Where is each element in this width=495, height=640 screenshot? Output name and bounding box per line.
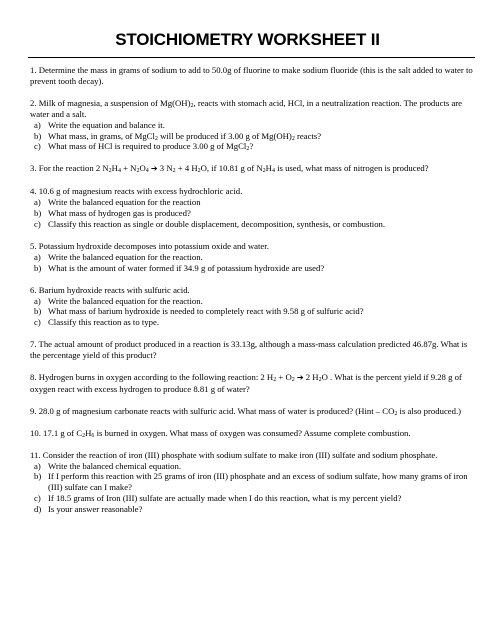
question-2b-text: What mass, in grams, of MgCl$_2$ will be produced if 3.00 g of $Mg(OH)_2$ reacts? xyxy=(48,130,322,142)
question-4-text: 4. 10.6 g of magnesium reacts with excess hydrochloric acid. xyxy=(30,186,243,197)
question-11-text: 11. Consider the reaction of iron (III) phosphate with sodium sulfate to make iron (III) sulfate and sodium phosphate. xyxy=(30,449,438,460)
question-2c-text: What mass of HCl is required to produce 3.00 g of MgCl$_2$? xyxy=(48,141,254,153)
question-11b: b) If I perform this reaction with 25 grams of iron (III) phosphate and an excess of sodium sulfate, how many grams of iron (III) sulfate can I make? xyxy=(34,471,468,493)
question-8 xyxy=(30,372,476,395)
page-title: STOICHIOMETRY WORKSHEET II xyxy=(115,30,380,49)
question-4b-text: What mass of hydrogen gas is produced? xyxy=(48,208,191,219)
question-11a: a) Write the balanced chemical equation. xyxy=(34,460,182,471)
question-6-text: 6. Barium hydroxide reacts with sulfuric acid. xyxy=(30,284,190,295)
question-5b: b) What is the amount of water formed if 34.9 g of potassium hydroxide are used? xyxy=(34,262,325,273)
question-2 xyxy=(30,98,476,153)
question-4a-text: Write the balanced equation for the reaction xyxy=(48,197,201,208)
question-2b: b) What mass, in grams, of MgCl$_2$ will be produced if 3.00 g of $Mg(OH)_2$ reacts? xyxy=(34,130,322,142)
question-9 xyxy=(30,406,476,417)
question-4b: b) What mass of hydrogen gas is produced? xyxy=(34,208,191,219)
question-5a: a) Write the balanced equation for the reaction. xyxy=(34,251,203,262)
question-11d: d) Is your answer reasonable? xyxy=(34,504,143,515)
question-5a-text: Write the balanced equation for the reaction. xyxy=(48,251,203,262)
question-10-text: 10. 17.1 g of $C_2H_6$ is burned in oxygen. What mass of oxygen was consumed? Assume complete combustion. xyxy=(30,427,411,439)
question-6a: a) Write the balanced equation for the reaction. xyxy=(34,295,203,306)
question-7-text: 7. The actual amount of product produced in a reaction is 33.13g, although a mass-mass calculation predicted 46.87g. What is the percentage yield of this product? xyxy=(30,339,468,361)
question-11a-text: Write the balanced chemical equation. xyxy=(48,460,182,471)
question-list xyxy=(30,65,476,526)
question-4 xyxy=(30,186,476,230)
question-7 xyxy=(30,339,476,361)
question-2-text: 2. Milk of magnesia, a suspension of $Mg(OH)_2$, reacts with stomach acid, HCl, in a neutralization reaction. The products are water and a salt. xyxy=(30,97,463,119)
question-11b-text: If I perform this reaction with 25 grams of iron (III) phosphate and an excess of sodium sulfate, how many grams of iron (III) sulfate can I make? xyxy=(48,471,468,493)
question-4c-text: Classify this reaction as single or double displacement, decomposition, synthesis, or combustion. xyxy=(48,218,386,229)
question-5 xyxy=(30,241,476,274)
question-1-text: 1. Determine the mass in grams of sodium to add to 50.0g of fluorine to make sodium fluoride (this is the salt added to water to prevent tooth decay). xyxy=(30,65,473,86)
question-8-text: 8. Hydrogen burns in oxygen according to the following reaction: 2 $H_2 + O_2$ ➔ 2 $H_2O$ . What is the percent yield if 9.28 g of oxygen react with excess hydrogen to produce 8.81 g of water? xyxy=(30,372,462,394)
question-11d-text: Is your answer reasonable? xyxy=(48,504,143,515)
question-9-text: 9. 28.0 g of magnesium carbonate reacts with sulfuric acid. What mass of water is produced? (Hint – $CO_2$ is also produced.) xyxy=(30,405,462,417)
question-11 xyxy=(30,450,476,515)
question-10 xyxy=(30,428,476,439)
question-6c-text: Classify this reaction as to type. xyxy=(48,317,159,328)
question-4a: a) Write the balanced equation for the reaction xyxy=(34,197,201,208)
question-6c: c) Classify this reaction as to type. xyxy=(34,317,159,328)
question-3-text: 3. For the reaction 2 $N_2H_4 + N_2O_4$ ➔ 3 $N_2 + 4$ $H_2O$, if 10.81 g of $N_2H_4$ is used, what mass of nitrogen is produced? xyxy=(30,163,429,175)
reaction-arrow-icon: ➔ xyxy=(150,164,158,174)
question-11c-text: If 18.5 grams of Iron (III) sulfate are actually made when I do this reaction, what is my percent yield? xyxy=(48,493,402,504)
question-2a-text: Write the equation and balance it. xyxy=(48,119,165,130)
question-1 xyxy=(30,65,476,87)
question-6b-text: What mass of barium hydroxide is needed to completely react with 9.58 g of sulfuric acid? xyxy=(48,306,364,317)
question-3 xyxy=(30,163,476,175)
question-2a: a) Write the equation and balance it. xyxy=(34,119,165,130)
title-divider xyxy=(28,57,475,58)
question-11c: c) If 18.5 grams of Iron (III) sulfate are actually made when I do this reaction, what is my percent yield? xyxy=(34,493,402,504)
question-5-text: 5. Potassium hydroxide decomposes into potassium oxide and water. xyxy=(30,240,269,251)
question-4c: c) Classify this reaction as single or double displacement, decomposition, synthesis, or combustion. xyxy=(34,218,386,229)
question-2c: c) What mass of HCl is required to produce 3.00 g of MgCl$_2$? xyxy=(34,141,254,153)
question-6b: b) What mass of barium hydroxide is needed to completely react with 9.58 g of sulfuric acid? xyxy=(34,306,364,317)
question-6 xyxy=(30,285,476,329)
reaction-arrow-icon: ➔ xyxy=(296,373,304,383)
question-6a-text: Write the balanced equation for the reaction. xyxy=(48,295,203,306)
question-5b-text: What is the amount of water formed if 34.9 g of potassium hydroxide are used? xyxy=(48,262,325,273)
